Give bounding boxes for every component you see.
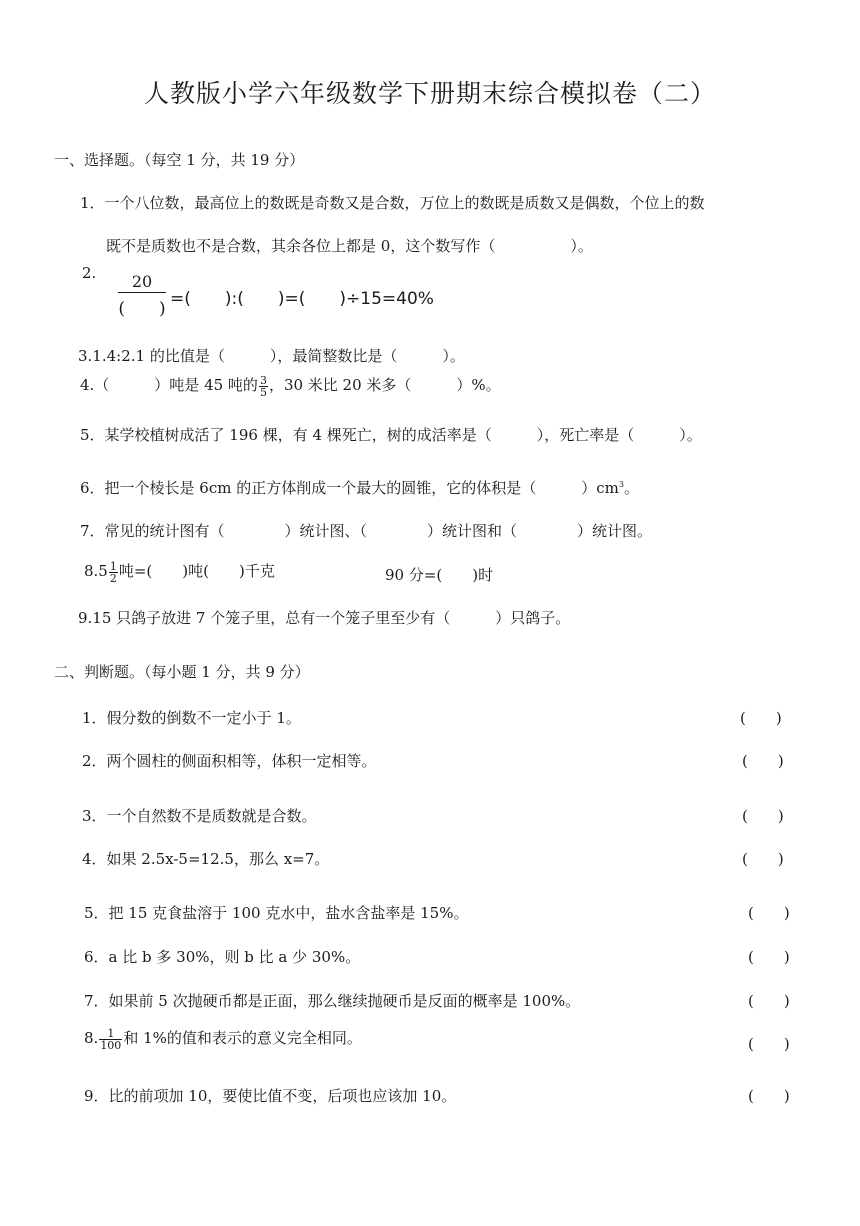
judge-item-3: 3．一个自然数不是质数就是合数。	[82, 807, 317, 825]
item8-frac-num: 1	[99, 1028, 122, 1040]
q6	[80, 477, 639, 498]
judge-answer-6[interactable]: ( )	[748, 948, 790, 966]
judge-answer-3[interactable]: ( )	[742, 807, 784, 825]
q8-post: 吨=( )吨( )千克	[118, 562, 275, 580]
q6-end: 。	[623, 479, 639, 497]
judge-item-7: 7．如果前 5 次抛硬币都是正面，那么继续抛硬币是反面的概率是 100%。	[84, 992, 581, 1010]
q5: 5．某学校植树成活了 196 棵，有 4 棵死亡，树的成活率是（ ），死亡率是（ ）。	[80, 426, 702, 444]
judge-item-2: 2．两个圆柱的侧面积相等，体积一定相等。	[82, 752, 377, 770]
item8-frac-den: 100	[100, 1038, 122, 1052]
item8-pre: 8.	[84, 1029, 99, 1047]
q1-line2: 既不是质数也不是合数，其余各位上都是 0，这个数写作（ ）。	[106, 237, 593, 255]
judge-answer-4[interactable]: ( )	[742, 850, 784, 868]
q8-part2: 90 分=( )时	[385, 566, 494, 584]
judge-item-1: 1．假分数的倒数不一定小于 1。	[82, 709, 301, 727]
q2-fraction	[118, 272, 166, 319]
judge-item-5: 5．把 15 克食盐溶于 100 克水中，盐水含盐率是 15%。	[84, 904, 469, 922]
q7: 7．常见的统计图有（ ）统计图、（ ）统计图和（ ）统计图。	[80, 522, 653, 540]
q4-post: ，30 米比 20 米多（ ）%。	[268, 376, 501, 394]
q2-frac-num: 20	[118, 272, 166, 293]
judge-answer-7[interactable]: ( )	[748, 992, 790, 1010]
q2-frac-den: ( )	[118, 299, 166, 319]
q8-fraction	[109, 561, 118, 584]
page-title: 人教版小学六年级数学下册期末综合模拟卷（二）	[143, 79, 716, 108]
q2-number: 2.	[82, 264, 97, 282]
q4-frac-den: 5	[259, 385, 267, 399]
q4	[80, 374, 501, 398]
q6-superscript: 3	[618, 480, 624, 489]
section1-heading: 一、选择题。（每空 1 分，共 19 分）	[54, 151, 305, 169]
q8-frac-den: 2	[109, 571, 117, 585]
q4-frac-num: 3	[259, 373, 267, 387]
item8-fraction	[99, 1028, 122, 1051]
judge-answer-2[interactable]: ( )	[742, 752, 784, 770]
judge-answer-9[interactable]: ( )	[748, 1087, 790, 1105]
judge-item-6: 6．a 比 b 多 30%，则 b 比 a 少 30%。	[84, 948, 361, 966]
judge-answer-5[interactable]: ( )	[748, 904, 790, 922]
q1-line1: 1．一个八位数，最高位上的数既是奇数又是合数，万位上的数既是质数又是偶数，个位上的数	[80, 194, 705, 212]
q4-pre: 4.（ ）吨是 45 吨的	[80, 376, 258, 394]
q4-fraction	[259, 375, 268, 398]
q3: 3.1.4:2.1 的比值是（ ），最简整数比是（ ）。	[78, 347, 465, 365]
q9: 9.15 只鸽子放进 7 个笼子里，总有一个笼子里至少有（ ）只鸽子。	[78, 609, 571, 627]
judge-item-9: 9．比的前项加 10，要使比值不变，后项也应该加 10。	[84, 1087, 457, 1105]
q8-pre: 8.5	[84, 562, 108, 580]
q6-text: 6．把一个棱长是 6cm 的正方体削成一个最大的圆锥，它的体积是（ ）cm	[80, 479, 619, 497]
judge-answer-1[interactable]: ( )	[740, 709, 782, 727]
item8-post: 和 1%的值和表示的意义完全相同。	[123, 1029, 362, 1047]
judge-item-8	[84, 1027, 362, 1051]
section2-heading: 二、判断题。（每小题 1 分，共 9 分）	[54, 663, 310, 681]
q8-frac-num: 1	[109, 559, 117, 573]
judge-answer-8[interactable]: ( )	[748, 1035, 790, 1053]
judge-item-4: 4．如果 2.5x-5=12.5，那么 x=7。	[82, 850, 330, 868]
q2-equation: =( ):( )=( )÷15=40%	[170, 289, 434, 309]
q8	[84, 560, 275, 584]
